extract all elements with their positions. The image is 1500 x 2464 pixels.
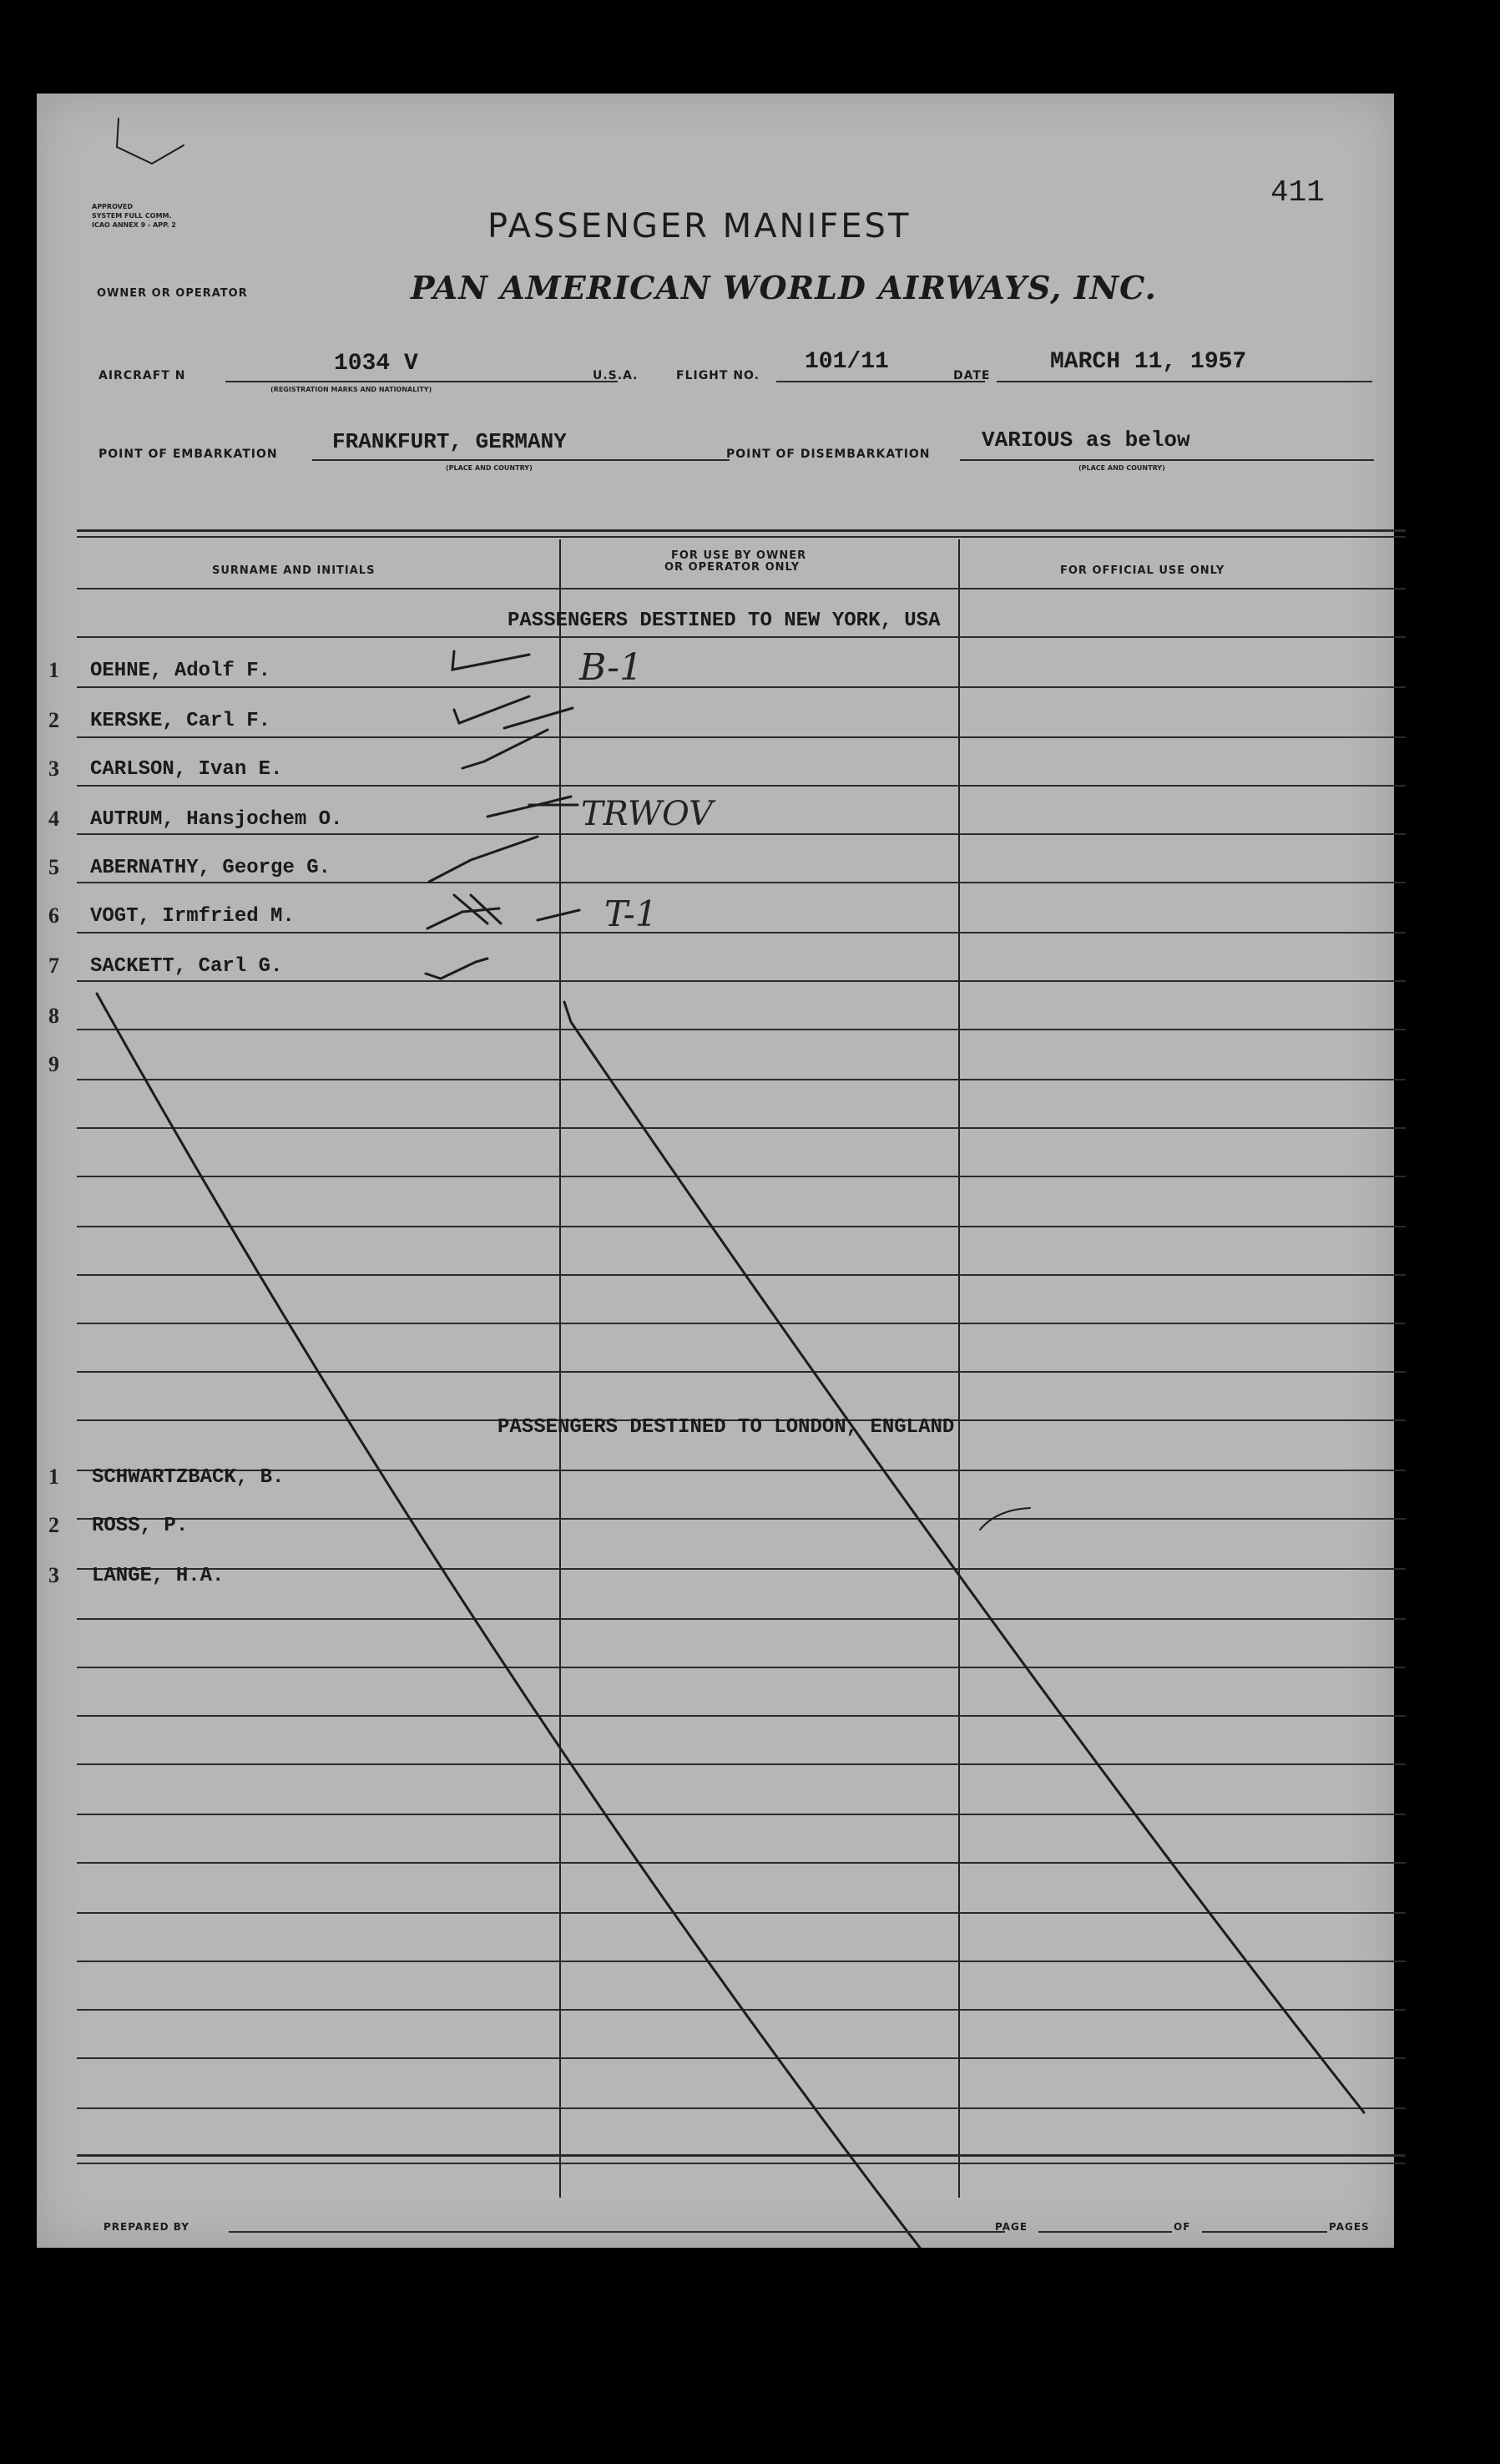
pages-label: PAGES [1329, 2221, 1370, 2233]
row-number: 1 [48, 658, 59, 682]
col-header-surname: SURNAME AND INITIALS [212, 564, 376, 577]
checkmark-icon [427, 895, 579, 928]
disembark-value: VARIOUS as below [982, 428, 1190, 453]
section-heading-new-york: PASSENGERS DESTINED TO NEW YORK, USA [508, 610, 941, 632]
row-number: 2 [48, 708, 59, 732]
of-label: OF [1174, 2221, 1191, 2233]
embark-sub: (PLACE AND COUNTRY) [446, 464, 533, 472]
embark-value: FRANKFURT, GERMANY [332, 429, 567, 454]
col-header-official: FOR OFFICIAL USE ONLY [1060, 564, 1225, 577]
strike-line [564, 1002, 1364, 2112]
passenger-name: AUTRUM, Hansjochem O. [90, 808, 343, 831]
embark-label: POINT OF EMBARKATION [98, 448, 278, 461]
section-heading-london: PASSENGERS DESTINED TO LONDON, ENGLAND [497, 1416, 955, 1439]
row-number: 3 [48, 756, 59, 781]
page-number: 411 [1270, 175, 1325, 210]
owner-label: OWNER OR OPERATOR [97, 287, 248, 300]
row-number: 7 [48, 954, 59, 978]
manifest-sheet [37, 94, 1394, 2248]
date-label: DATE [953, 369, 991, 382]
aircraft-sub: (REGISTRATION MARKS AND NATIONALITY) [270, 386, 432, 393]
pen-stroke [980, 1508, 1030, 1530]
owner-value: PAN AMERICAN WORLD AIRWAYS, INC. [411, 269, 1157, 306]
approved-line: APPROVED [92, 203, 133, 210]
approved-line: SYSTEM FULL COMM. [92, 212, 172, 220]
passenger-name: KERSKE, Carl F. [90, 710, 271, 732]
passenger-name: SACKETT, Carl G. [90, 955, 283, 978]
row-number: 3 [48, 1563, 59, 1587]
passenger-name: ABERNATHY, George G. [90, 857, 331, 879]
disembark-sub: (PLACE AND COUNTRY) [1078, 464, 1165, 472]
handwritten-note: B-1 [579, 646, 644, 689]
row-number: 4 [48, 807, 59, 831]
page-label: PAGE [995, 2221, 1028, 2233]
handwritten-note: TRWOV [581, 795, 714, 833]
disembark-label: POINT OF DISEMBARKATION [726, 448, 931, 461]
col-header-owner-1: FOR USE BY OWNER [671, 549, 807, 562]
checkmark-icon [452, 651, 529, 670]
checkmark-icon [487, 797, 578, 817]
row-number: 8 [48, 1004, 59, 1028]
handwritten-note: T-1 [604, 893, 658, 934]
checkmark-icon [462, 730, 548, 768]
row-number: 9 [48, 1052, 59, 1076]
checkmark-icon [454, 696, 573, 728]
aircraft-value: 1034 V [334, 351, 418, 377]
passenger-name: OEHNE, Adolf F. [90, 660, 271, 682]
row-number: 2 [48, 1513, 59, 1537]
flight-label: FLIGHT NO. [676, 369, 760, 382]
pen-stroke [117, 119, 184, 164]
aircraft-label: AIRCRAFT N [98, 369, 186, 382]
row-number: 1 [48, 1465, 59, 1489]
strike-line [97, 994, 920, 2248]
checkmark-icon [429, 837, 538, 882]
date-value: MARCH 11, 1957 [1050, 349, 1247, 375]
passenger-name: ROSS, P. [92, 1515, 189, 1537]
passenger-name: CARLSON, Ivan E. [90, 758, 283, 781]
row-number: 5 [48, 855, 59, 879]
col-header-owner-2: OR OPERATOR ONLY [664, 561, 801, 574]
page-title: PASSENGER MANIFEST [487, 207, 912, 245]
prepared-by-label: PREPARED BY [104, 2221, 189, 2233]
passenger-name: LANGE, H.A. [92, 1565, 225, 1587]
flight-value: 101/11 [805, 349, 889, 375]
passenger-name: VOGT, Irmfried M. [90, 905, 295, 928]
pen-marks [37, 94, 1394, 2248]
usa-label: U.S.A. [593, 369, 639, 382]
row-number: 6 [48, 903, 59, 928]
approved-line: ICAO ANNEX 9 - APP. 2 [92, 221, 176, 229]
checkmark-icon [426, 959, 487, 979]
passenger-name: SCHWARTZBACK, B. [92, 1466, 285, 1489]
